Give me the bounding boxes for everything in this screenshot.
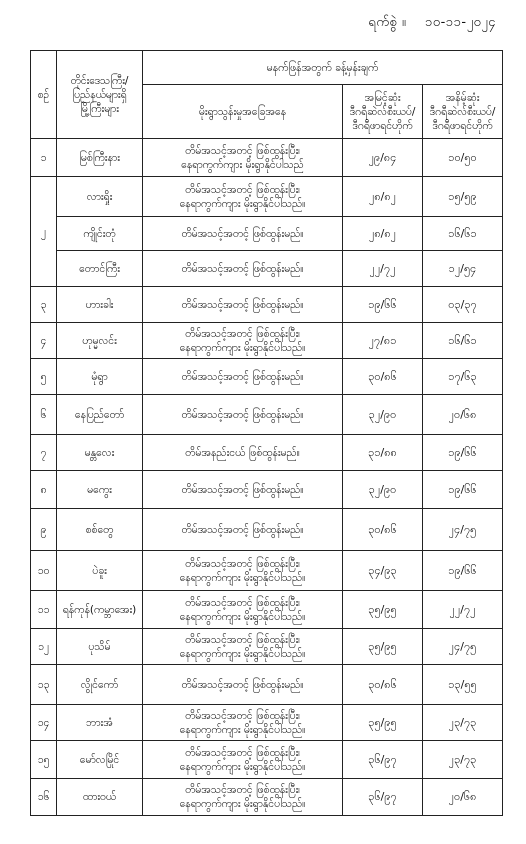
row-forecast-line: တိမ်အသင့်အတင့် ဖြစ်ထွန်းမည်။ xyxy=(181,408,304,421)
table-row xyxy=(31,509,503,551)
row-no: ၈ xyxy=(31,471,57,509)
row-forecast xyxy=(143,779,343,816)
row-no: ၁၄ xyxy=(31,705,57,741)
row-forecast xyxy=(143,251,343,287)
row-forecast xyxy=(143,323,343,359)
row-city: ပုသိမ် xyxy=(57,629,143,665)
header-high-line: အမြင့်ဆုံး xyxy=(364,91,401,104)
row-high-temp: ၂၂/၇၂ xyxy=(343,251,423,287)
row-high-temp: ၃၀/၈၆ xyxy=(343,509,423,551)
row-no: ၁၃ xyxy=(31,665,57,705)
row-low-temp: ၁၆/၆၁ xyxy=(423,217,503,251)
row-forecast-line: တိမ်အသင့်အတင့် ဖြစ်ထွန်းမည်။ xyxy=(181,227,304,240)
row-low-temp: ၂၀/၆၈ xyxy=(423,779,503,816)
table-row xyxy=(31,359,503,395)
row-high-temp: ၁၉/၆၆ xyxy=(343,287,423,323)
row-high-temp: ၃၄/၉၃ xyxy=(343,551,423,591)
row-forecast-line: တိမ်အသင့်အတင့် ဖြစ်ထွန်းမည်။ xyxy=(181,483,304,496)
table-row xyxy=(31,287,503,323)
table-row xyxy=(31,323,503,359)
row-forecast xyxy=(143,741,343,779)
row-forecast-line: တိမ်အသင့်အတင့် ဖြစ်ထွန်းပြီး၊ xyxy=(185,709,300,722)
row-forecast-line: တိမ်အသင့်အတင့် ဖြစ်ထွန်းမည်။ xyxy=(181,678,304,691)
row-forecast xyxy=(143,629,343,665)
row-city: ပဲခူး xyxy=(57,551,143,591)
row-no: ၄ xyxy=(31,323,57,359)
table-row xyxy=(31,741,503,779)
row-forecast-line: နေရာကွက်ကျား မိုးရွာနိုင်ပါသည်။ xyxy=(179,197,306,210)
row-high-temp: ၃၀/၈၆ xyxy=(343,665,423,705)
table-row xyxy=(31,395,503,435)
row-city: ဟားခါး xyxy=(57,287,143,323)
row-high-temp: ၃၅/၉၅ xyxy=(343,705,423,741)
table-row xyxy=(31,551,503,591)
row-forecast-line: နေရာကွက်ကျား မိုးရွာနိုင်ပါသည်။ xyxy=(179,610,306,623)
row-forecast-line: တိမ်အသင့်အတင့် ဖြစ်ထွန်းပြီး၊ xyxy=(185,557,300,570)
header-low xyxy=(423,85,503,139)
row-no: ၉ xyxy=(31,509,57,551)
header-high-line: ဒီဂရီဆဲလ်စီးယပ်/ xyxy=(349,105,416,118)
row-city: လားရှိုး xyxy=(57,177,143,217)
table-row xyxy=(31,665,503,705)
row-no: ၁၂ xyxy=(31,629,57,665)
header-low-line: ဒီဂရီဖာရင်ဟိုက် xyxy=(432,119,493,132)
row-city: မကွေး xyxy=(57,471,143,509)
row-forecast xyxy=(143,217,343,251)
row-high-temp: ၃၆/၉၇ xyxy=(343,779,423,816)
table-row xyxy=(31,177,503,217)
row-no: ၁၀ xyxy=(31,551,57,591)
table-body xyxy=(31,139,503,816)
row-forecast-line: တိမ်အသင့်အတင့် ဖြစ်ထွန်းပြီး၊ xyxy=(185,183,300,196)
row-city: ကျိုင်းတုံ xyxy=(57,217,143,251)
table-row xyxy=(31,251,503,287)
row-forecast xyxy=(143,359,343,395)
row-low-temp: ၂၄/၇၅ xyxy=(423,509,503,551)
row-high-temp: ၃၅/၉၅ xyxy=(343,629,423,665)
row-forecast xyxy=(143,287,343,323)
row-forecast-line: နေရာကွက်ကျား မိုးရွာနိုင်ပါသည်။ xyxy=(179,723,306,736)
table-row xyxy=(31,139,503,177)
header-region xyxy=(57,51,143,139)
row-high-temp: ၃၂/၉၀ xyxy=(343,471,423,509)
header-high-line: ဒီဂရီဖာရင်ဟိုက် xyxy=(352,119,413,132)
row-no: ၃ xyxy=(31,287,57,323)
table-row xyxy=(31,705,503,741)
row-forecast xyxy=(143,435,343,471)
row-high-temp: ၃၅/၉၅ xyxy=(343,591,423,629)
row-high-temp: ၂၉/၈၄ xyxy=(343,139,423,177)
row-forecast-line: နေရာကွက်ကျား မိုးရွာနိုင်ပါသည်။ xyxy=(179,341,306,354)
row-low-temp: ၂၃/၇၃ xyxy=(423,741,503,779)
row-no: ၂ xyxy=(31,177,57,287)
row-forecast xyxy=(143,509,343,551)
header-region-line: တိုင်းဒေသကြီး/ xyxy=(70,74,129,87)
row-forecast-line: တိမ်အသင့်အတင့် ဖြစ်ထွန်းပြီး၊ xyxy=(185,596,300,609)
row-low-temp: ၁၂/၅၄ xyxy=(423,251,503,287)
row-forecast xyxy=(143,139,343,177)
header-region-line: မြို့ကြီးများ xyxy=(80,102,119,115)
row-forecast xyxy=(143,705,343,741)
row-forecast xyxy=(143,177,343,217)
row-low-temp: ၂၂/၇၂ xyxy=(423,591,503,629)
row-low-temp: ၂၀/၆၈ xyxy=(423,395,503,435)
row-no: ၅ xyxy=(31,359,57,395)
header-no: စဉ် xyxy=(31,51,57,139)
header-low-line: ဒီဂရီဆဲလ်စီးယပ်/ xyxy=(429,105,496,118)
table-row xyxy=(31,435,503,471)
row-city: ဟုမ္မလင်း xyxy=(57,323,143,359)
row-no: ၇ xyxy=(31,435,57,471)
row-forecast-line: တိမ်အသင့်အတင့် ဖြစ်ထွန်းပြီး၊ xyxy=(185,144,300,157)
row-low-temp: ၁၇/၆၃ xyxy=(423,359,503,395)
date-label: ရက်စွဲ ။ xyxy=(368,15,407,30)
row-high-temp: ၃၂/၉၀ xyxy=(343,395,423,435)
row-forecast-line: နေရာကွက်ကျား မိုးရွာနိုင်ပါသည်။ xyxy=(179,760,306,773)
row-forecast-line: နေရာကွက်ကျား မိုးရွာနိုင်ပါသည်။ xyxy=(179,798,306,810)
row-low-temp: ၁၉/၆၆ xyxy=(423,551,503,591)
table-row xyxy=(31,471,503,509)
table-row xyxy=(31,779,503,816)
row-no: ၁ xyxy=(31,139,57,177)
row-low-temp: ၀၃/၃၇ xyxy=(423,287,503,323)
header-region-line: ပြည်နယ်များရှိ xyxy=(72,88,127,101)
row-city: လွိုင်ကော် xyxy=(57,665,143,705)
row-low-temp: ၁၉/၆၆ xyxy=(423,471,503,509)
row-forecast-line: တိမ်အနည်းငယ် ဖြစ်ထွန်းမည်။ xyxy=(185,446,300,459)
row-forecast xyxy=(143,665,343,705)
row-forecast xyxy=(143,395,343,435)
header-forecast: မိုးရွာသွန်းမှုအခြေအနေ xyxy=(143,85,343,139)
table-row xyxy=(31,629,503,665)
row-forecast-line: တိမ်အသင့်အတင့် ဖြစ်ထွန်းပြီး၊ xyxy=(185,784,300,796)
row-city: မော်လမြိုင် xyxy=(57,741,143,779)
row-city: ရန်ကုန်(ကမ္ဘာအေး) xyxy=(57,591,143,629)
row-forecast xyxy=(143,591,343,629)
row-forecast-line: တိမ်အသင့်အတင့် ဖြစ်ထွန်းမည်။ xyxy=(181,523,304,536)
row-forecast-line: တိမ်အသင့်အတင့် ဖြစ်ထွန်းမည်။ xyxy=(181,298,304,311)
row-forecast xyxy=(143,471,343,509)
row-city: ထားဝယ် xyxy=(57,779,143,816)
row-high-temp: ၂၇/၈၁ xyxy=(343,323,423,359)
row-high-temp: ၃၁/၈၈ xyxy=(343,435,423,471)
row-high-temp: ၃၆/၉၇ xyxy=(343,741,423,779)
row-low-temp: ၁၅/၅၉ xyxy=(423,177,503,217)
row-high-temp: ၂၈/၈၂ xyxy=(343,177,423,217)
row-forecast-line: နေရာကွက်ကျား မိုးရွာနိုင်ပါသည်။ xyxy=(179,647,306,660)
row-low-temp: ၂၃/၇၃ xyxy=(423,705,503,741)
row-no: ၆ xyxy=(31,395,57,435)
row-low-temp: ၁၆/၆၁ xyxy=(423,323,503,359)
row-no: ၁၅ xyxy=(31,741,57,779)
date-value: ၁၀-၁၁-၂၀၂၄ xyxy=(424,15,496,30)
row-city: မုံရွာ xyxy=(57,359,143,395)
row-low-temp: ၁၉/၆၆ xyxy=(423,435,503,471)
header-low-line: အနိမ့်ဆုံး xyxy=(445,91,480,104)
row-city: မန္တလေး xyxy=(57,435,143,471)
forecast-table xyxy=(30,50,503,816)
row-no: ၁၁ xyxy=(31,591,57,629)
row-forecast-line: တိမ်အသင့်အတင့် ဖြစ်ထွန်းမည်။ xyxy=(181,370,304,383)
row-no: ၁၆ xyxy=(31,779,57,816)
header-high xyxy=(343,85,423,139)
row-forecast-line: တိမ်အသင့်အတင့် ဖြစ်ထွန်းပြီး၊ xyxy=(185,633,300,646)
row-forecast-line: နေရာကွက်ကျား မိုးရွာနိုင်ပါသည် xyxy=(181,158,304,171)
row-city: တောင်ကြီး xyxy=(57,251,143,287)
row-forecast xyxy=(143,551,343,591)
table-row xyxy=(31,591,503,629)
row-forecast-line: တိမ်အသင့်အတင့် ဖြစ်ထွန်းမည်။ xyxy=(181,262,304,275)
row-city: စစ်တွေ xyxy=(57,509,143,551)
row-low-temp: ၂၄/၇၅ xyxy=(423,629,503,665)
row-forecast-line: နေရာကွက်ကျား မိုးရွာနိုင်ပါသည်။ xyxy=(179,571,306,584)
row-forecast-line: တိမ်အသင့်အတင့် ဖြစ်ထွန်းပြီး၊ xyxy=(185,327,300,340)
row-high-temp: ၃၀/၈၆ xyxy=(343,359,423,395)
row-low-temp: ၁၃/၅၅ xyxy=(423,665,503,705)
row-city: ဘားအံ xyxy=(57,705,143,741)
row-forecast-line: တိမ်အသင့်အတင့် ဖြစ်ထွန်းပြီး၊ xyxy=(185,746,300,759)
table-row xyxy=(31,217,503,251)
date-line xyxy=(368,14,496,33)
header-group-title: မနက်ဖြန်အတွက် ခန့်မှန်းချက် xyxy=(143,51,503,85)
row-city: မြစ်ကြီးနား xyxy=(57,139,143,177)
row-high-temp: ၂၈/၈၂ xyxy=(343,217,423,251)
row-low-temp: ၁၀/၅၀ xyxy=(423,139,503,177)
row-city: နေပြည်တော် xyxy=(57,395,143,435)
